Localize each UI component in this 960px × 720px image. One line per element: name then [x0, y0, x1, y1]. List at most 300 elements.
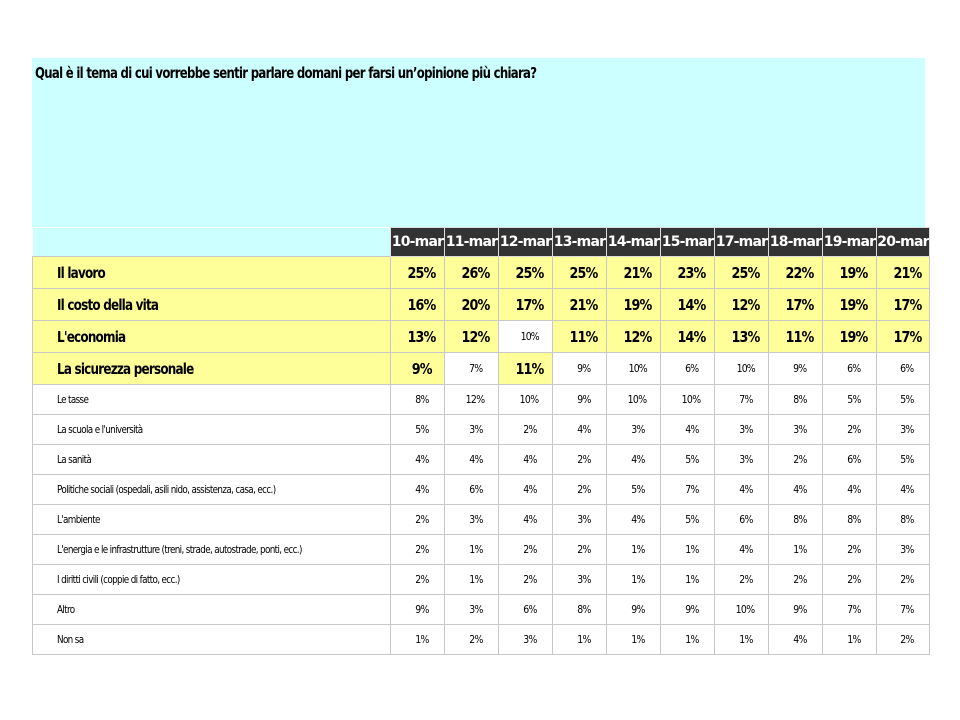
value-text: 8% — [414, 393, 429, 406]
row-label-text: Il lavoro — [57, 263, 105, 282]
value-cell[interactable] — [445, 565, 499, 595]
value-cell[interactable] — [553, 595, 607, 625]
value-cell[interactable] — [445, 257, 499, 289]
value-cell[interactable] — [607, 535, 661, 565]
value-text: 2% — [846, 423, 861, 436]
value-text: 9% — [576, 362, 591, 375]
value-text: 3% — [630, 423, 645, 436]
row-label[interactable] — [33, 257, 391, 289]
value-text: 7% — [846, 603, 861, 616]
value-cell[interactable] — [823, 385, 877, 415]
row-label[interactable] — [33, 535, 391, 565]
value-text: 4% — [738, 543, 753, 556]
date-header[interactable]: 10-mar — [391, 228, 445, 257]
value-text: 6% — [846, 362, 861, 375]
value-cell[interactable] — [661, 535, 715, 565]
value-text: 6% — [522, 603, 537, 616]
value-cell[interactable] — [499, 535, 553, 565]
value-text: 2% — [522, 573, 537, 586]
value-cell[interactable] — [877, 445, 930, 475]
value-text: 1% — [738, 633, 753, 646]
value-cell[interactable] — [499, 353, 553, 385]
value-cell[interactable] — [607, 595, 661, 625]
value-text: 19% — [623, 295, 652, 314]
value-text: 9% — [630, 603, 645, 616]
value-text: 17% — [515, 295, 544, 314]
value-cell[interactable] — [715, 505, 769, 535]
value-text: 3% — [900, 423, 914, 436]
value-cell[interactable] — [499, 385, 553, 415]
value-text: 4% — [846, 483, 861, 496]
value-text: 4% — [414, 453, 429, 466]
value-cell[interactable] — [661, 353, 715, 385]
value-cell[interactable] — [391, 289, 445, 321]
value-text: 1% — [468, 573, 483, 586]
value-text: 6% — [846, 453, 861, 466]
value-text: 4% — [684, 423, 699, 436]
value-cell[interactable] — [607, 257, 661, 289]
value-text: 23% — [677, 263, 706, 282]
value-text: 3% — [576, 513, 591, 526]
row-label[interactable] — [33, 445, 391, 475]
value-cell[interactable] — [823, 353, 877, 385]
value-text: 7% — [738, 393, 753, 406]
value-cell[interactable] — [823, 505, 877, 535]
row-label[interactable] — [33, 565, 391, 595]
value-cell[interactable] — [391, 565, 445, 595]
value-cell[interactable] — [823, 289, 877, 321]
value-text: 7% — [900, 603, 914, 616]
value-text: 2% — [846, 543, 861, 556]
value-cell[interactable] — [607, 321, 661, 353]
value-text: 4% — [792, 483, 807, 496]
value-cell[interactable] — [553, 321, 607, 353]
spreadsheet-sheet — [32, 58, 929, 659]
value-text: 12% — [731, 295, 760, 314]
value-text: 11% — [515, 359, 544, 378]
table-row — [33, 289, 930, 321]
value-text: 4% — [900, 483, 914, 496]
value-cell[interactable] — [769, 505, 823, 535]
value-text: 12% — [466, 393, 485, 406]
value-cell[interactable] — [445, 353, 499, 385]
value-text: 2% — [414, 543, 429, 556]
value-text: 5% — [414, 423, 429, 436]
value-text: 1% — [684, 633, 699, 646]
value-cell[interactable] — [445, 415, 499, 445]
value-cell[interactable] — [445, 535, 499, 565]
date-header[interactable]: 11-mar — [445, 228, 499, 257]
row-label[interactable] — [33, 321, 391, 353]
value-text: 19% — [839, 263, 868, 282]
value-text: 8% — [900, 513, 914, 526]
value-text: 22% — [785, 263, 814, 282]
value-text: 4% — [792, 633, 807, 646]
value-cell[interactable] — [877, 505, 930, 535]
value-text: 2% — [522, 423, 537, 436]
value-text: 4% — [522, 453, 537, 466]
value-cell[interactable] — [715, 535, 769, 565]
value-text: 3% — [738, 423, 753, 436]
value-cell[interactable] — [499, 595, 553, 625]
value-cell[interactable] — [715, 595, 769, 625]
row-label-text: La scuola e l'università — [57, 423, 143, 436]
value-text: 3% — [576, 573, 591, 586]
value-cell[interactable] — [769, 445, 823, 475]
value-text: 2% — [900, 573, 914, 586]
value-text: 2% — [414, 573, 429, 586]
value-cell[interactable] — [499, 321, 553, 353]
row-label-text: Altro — [57, 603, 75, 616]
value-cell[interactable] — [391, 353, 445, 385]
value-cell[interactable] — [445, 289, 499, 321]
value-cell[interactable] — [769, 415, 823, 445]
value-cell[interactable] — [769, 321, 823, 353]
value-text: 2% — [414, 513, 429, 526]
value-cell[interactable] — [553, 565, 607, 595]
value-cell[interactable] — [391, 505, 445, 535]
value-cell[interactable] — [877, 289, 930, 321]
value-cell[interactable] — [553, 535, 607, 565]
value-text: 4% — [468, 453, 483, 466]
value-cell[interactable] — [877, 321, 930, 353]
value-text: 3% — [468, 513, 483, 526]
value-text: 1% — [792, 543, 807, 556]
value-text: 9% — [576, 393, 591, 406]
value-text: 2% — [522, 543, 537, 556]
value-text: 8% — [846, 513, 861, 526]
date-header[interactable]: 14-mar — [607, 228, 661, 257]
value-text: 1% — [630, 633, 645, 646]
date-header[interactable]: 20-mar — [877, 228, 930, 257]
value-cell[interactable] — [661, 595, 715, 625]
value-text: 14% — [677, 295, 706, 314]
value-text: 1% — [414, 633, 429, 646]
value-cell[interactable] — [715, 625, 769, 655]
value-text: 7% — [684, 483, 699, 496]
value-cell[interactable] — [391, 415, 445, 445]
value-cell[interactable] — [661, 445, 715, 475]
date-header[interactable]: 15-mar — [661, 228, 715, 257]
value-cell[interactable] — [553, 353, 607, 385]
value-text: 10% — [736, 362, 755, 375]
value-text: 8% — [792, 513, 807, 526]
value-cell[interactable] — [661, 415, 715, 445]
row-label[interactable] — [33, 505, 391, 535]
value-text: 17% — [785, 295, 814, 314]
value-cell[interactable] — [553, 505, 607, 535]
value-text: 25% — [569, 263, 598, 282]
value-cell[interactable] — [607, 415, 661, 445]
value-cell[interactable] — [445, 505, 499, 535]
value-cell[interactable] — [715, 475, 769, 505]
value-cell[interactable] — [445, 445, 499, 475]
value-text: 25% — [515, 263, 544, 282]
value-text: 11% — [785, 327, 814, 346]
row-label-text: Il costo della vita — [57, 295, 159, 314]
value-cell[interactable] — [823, 595, 877, 625]
value-text: 9% — [414, 603, 429, 616]
value-cell[interactable] — [661, 321, 715, 353]
value-text: 9% — [411, 359, 432, 378]
value-cell[interactable] — [715, 385, 769, 415]
value-cell[interactable] — [715, 353, 769, 385]
date-header[interactable]: 13-mar — [553, 228, 607, 257]
value-cell[interactable] — [391, 385, 445, 415]
value-text: 2% — [468, 633, 483, 646]
value-text: 3% — [522, 633, 537, 646]
row-label[interactable] — [33, 385, 391, 415]
value-cell[interactable] — [607, 385, 661, 415]
row-label-text: Non sa — [57, 633, 84, 646]
row-label-text: L'economia — [57, 327, 126, 346]
value-cell[interactable] — [499, 289, 553, 321]
value-text: 2% — [738, 573, 753, 586]
value-cell[interactable] — [499, 625, 553, 655]
value-cell[interactable] — [715, 565, 769, 595]
table-row — [33, 535, 930, 565]
value-text: 21% — [893, 263, 921, 282]
value-cell[interactable] — [877, 625, 930, 655]
value-cell[interactable] — [769, 257, 823, 289]
value-cell[interactable] — [823, 625, 877, 655]
value-cell[interactable] — [769, 289, 823, 321]
date-header[interactable]: 17-mar — [715, 228, 769, 257]
value-text: 7% — [468, 362, 483, 375]
value-cell[interactable] — [661, 625, 715, 655]
value-cell[interactable] — [607, 475, 661, 505]
value-cell[interactable] — [607, 353, 661, 385]
row-label-text: I diritti civili (coppie di fatto, ecc.) — [57, 573, 180, 586]
value-cell[interactable] — [877, 565, 930, 595]
value-text: 21% — [623, 263, 652, 282]
value-cell[interactable] — [553, 289, 607, 321]
value-cell[interactable] — [445, 475, 499, 505]
value-text: 5% — [630, 483, 645, 496]
value-cell[interactable] — [499, 505, 553, 535]
value-text: 5% — [900, 393, 914, 406]
value-text: 10% — [628, 393, 647, 406]
value-text: 2% — [792, 453, 807, 466]
value-cell[interactable] — [769, 353, 823, 385]
value-cell[interactable] — [499, 475, 553, 505]
value-cell[interactable] — [391, 257, 445, 289]
question-title: Qual è il tema di cui vorrebbe sentir parlare domani per farsi un’opinione più chiara? — [35, 64, 537, 82]
row-label[interactable] — [33, 595, 391, 625]
value-cell[interactable] — [769, 625, 823, 655]
value-text: 1% — [468, 543, 483, 556]
value-cell[interactable] — [607, 289, 661, 321]
value-cell[interactable] — [823, 415, 877, 445]
value-text: 4% — [630, 513, 645, 526]
value-text: 4% — [522, 483, 537, 496]
value-cell[interactable] — [877, 475, 930, 505]
value-cell[interactable] — [715, 445, 769, 475]
table-row — [33, 595, 930, 625]
value-text: 5% — [846, 393, 861, 406]
value-text: 14% — [677, 327, 706, 346]
value-cell[interactable] — [877, 535, 930, 565]
value-text: 13% — [407, 327, 436, 346]
value-text: 20% — [461, 295, 490, 314]
table-row — [33, 385, 930, 415]
value-cell[interactable] — [391, 321, 445, 353]
value-text: 1% — [630, 543, 645, 556]
date-header[interactable]: 12-mar — [499, 228, 553, 257]
value-text: 9% — [684, 603, 699, 616]
value-cell[interactable] — [391, 445, 445, 475]
value-text: 11% — [569, 327, 598, 346]
value-text: 12% — [461, 327, 490, 346]
value-cell[interactable] — [715, 415, 769, 445]
value-text: 19% — [839, 295, 868, 314]
value-text: 10% — [520, 330, 539, 343]
value-text: 4% — [522, 513, 537, 526]
value-cell[interactable] — [391, 475, 445, 505]
table-row — [33, 565, 930, 595]
value-text: 5% — [900, 453, 914, 466]
value-cell[interactable] — [877, 595, 930, 625]
row-label-text: L'ambiente — [57, 513, 100, 526]
value-cell[interactable] — [823, 565, 877, 595]
value-cell[interactable] — [553, 415, 607, 445]
row-label-text: La sanità — [57, 453, 92, 466]
row-label[interactable] — [33, 353, 391, 385]
value-text: 3% — [468, 603, 483, 616]
value-cell[interactable] — [391, 535, 445, 565]
value-text: 3% — [792, 423, 807, 436]
value-cell[interactable] — [661, 505, 715, 535]
value-cell[interactable] — [661, 475, 715, 505]
value-cell[interactable] — [877, 415, 930, 445]
value-text: 4% — [630, 453, 645, 466]
table-row — [33, 625, 930, 655]
value-cell[interactable] — [823, 257, 877, 289]
value-text: 1% — [846, 633, 861, 646]
value-text: 25% — [407, 263, 436, 282]
value-text: 2% — [846, 573, 861, 586]
value-text: 6% — [468, 483, 483, 496]
value-text: 13% — [731, 327, 760, 346]
value-cell[interactable] — [607, 445, 661, 475]
results-table — [32, 227, 930, 655]
value-text: 10% — [736, 603, 755, 616]
value-cell[interactable] — [499, 445, 553, 475]
value-cell[interactable] — [607, 625, 661, 655]
value-text: 3% — [900, 543, 914, 556]
value-cell[interactable] — [661, 257, 715, 289]
value-text: 4% — [414, 483, 429, 496]
value-text: 25% — [731, 263, 760, 282]
value-cell[interactable] — [553, 385, 607, 415]
value-cell[interactable] — [769, 595, 823, 625]
row-label[interactable] — [33, 625, 391, 655]
question-block — [32, 58, 925, 227]
value-text: 17% — [893, 295, 921, 314]
value-cell[interactable] — [499, 415, 553, 445]
value-cell[interactable] — [823, 321, 877, 353]
value-cell[interactable] — [877, 385, 930, 415]
value-cell[interactable] — [499, 565, 553, 595]
row-label-text: L'energia e le infrastrutture (treni, strade, autostrade, ponti, ecc.) — [57, 543, 302, 556]
date-header[interactable]: 19-mar — [823, 228, 877, 257]
value-cell[interactable] — [553, 257, 607, 289]
value-cell[interactable] — [769, 475, 823, 505]
row-label[interactable] — [33, 415, 391, 445]
value-cell[interactable] — [445, 595, 499, 625]
value-cell[interactable] — [715, 289, 769, 321]
value-cell[interactable] — [769, 565, 823, 595]
value-text: 19% — [839, 327, 868, 346]
value-text: 1% — [684, 573, 699, 586]
value-cell[interactable] — [715, 257, 769, 289]
value-cell[interactable] — [607, 565, 661, 595]
value-cell[interactable] — [661, 385, 715, 415]
value-text: 9% — [792, 603, 807, 616]
table-row — [33, 445, 930, 475]
value-cell[interactable] — [661, 565, 715, 595]
row-label-text: Politiche sociali (ospedali, asili nido, assistenza, casa, ecc.) — [57, 483, 276, 496]
value-text: 3% — [738, 453, 753, 466]
value-text: 2% — [792, 573, 807, 586]
table-row — [33, 353, 930, 385]
value-text: 5% — [684, 513, 699, 526]
row-label-text: La sicurezza personale — [57, 359, 194, 378]
value-cell[interactable] — [445, 385, 499, 415]
value-cell[interactable] — [391, 625, 445, 655]
value-cell[interactable] — [445, 321, 499, 353]
value-cell[interactable] — [553, 475, 607, 505]
value-text: 8% — [792, 393, 807, 406]
value-cell[interactable] — [661, 289, 715, 321]
value-cell[interactable] — [823, 535, 877, 565]
value-text: 1% — [576, 633, 591, 646]
row-label[interactable] — [33, 475, 391, 505]
header-blank-cell — [33, 228, 391, 257]
row-label[interactable] — [33, 289, 391, 321]
value-text: 6% — [738, 513, 753, 526]
value-text: 6% — [684, 362, 699, 375]
value-text: 2% — [576, 483, 591, 496]
value-cell[interactable] — [391, 595, 445, 625]
table-row — [33, 505, 930, 535]
value-cell[interactable] — [823, 445, 877, 475]
value-text: 3% — [468, 423, 483, 436]
value-cell[interactable] — [715, 321, 769, 353]
value-cell[interactable] — [877, 353, 930, 385]
value-cell[interactable] — [499, 257, 553, 289]
value-cell[interactable] — [877, 257, 930, 289]
value-text: 2% — [576, 453, 591, 466]
value-text: 6% — [900, 362, 914, 375]
table-row — [33, 257, 930, 289]
value-cell[interactable] — [823, 475, 877, 505]
value-text: 4% — [738, 483, 753, 496]
value-cell[interactable] — [769, 535, 823, 565]
date-header[interactable]: 18-mar — [769, 228, 823, 257]
value-cell[interactable] — [769, 385, 823, 415]
value-cell[interactable] — [607, 505, 661, 535]
value-cell[interactable] — [553, 445, 607, 475]
value-text: 12% — [623, 327, 652, 346]
value-text: 26% — [461, 263, 490, 282]
value-cell[interactable] — [445, 625, 499, 655]
table-row — [33, 415, 930, 445]
row-label-text: Le tasse — [57, 393, 89, 406]
value-text: 4% — [576, 423, 591, 436]
value-cell[interactable] — [553, 625, 607, 655]
value-text: 1% — [684, 543, 699, 556]
